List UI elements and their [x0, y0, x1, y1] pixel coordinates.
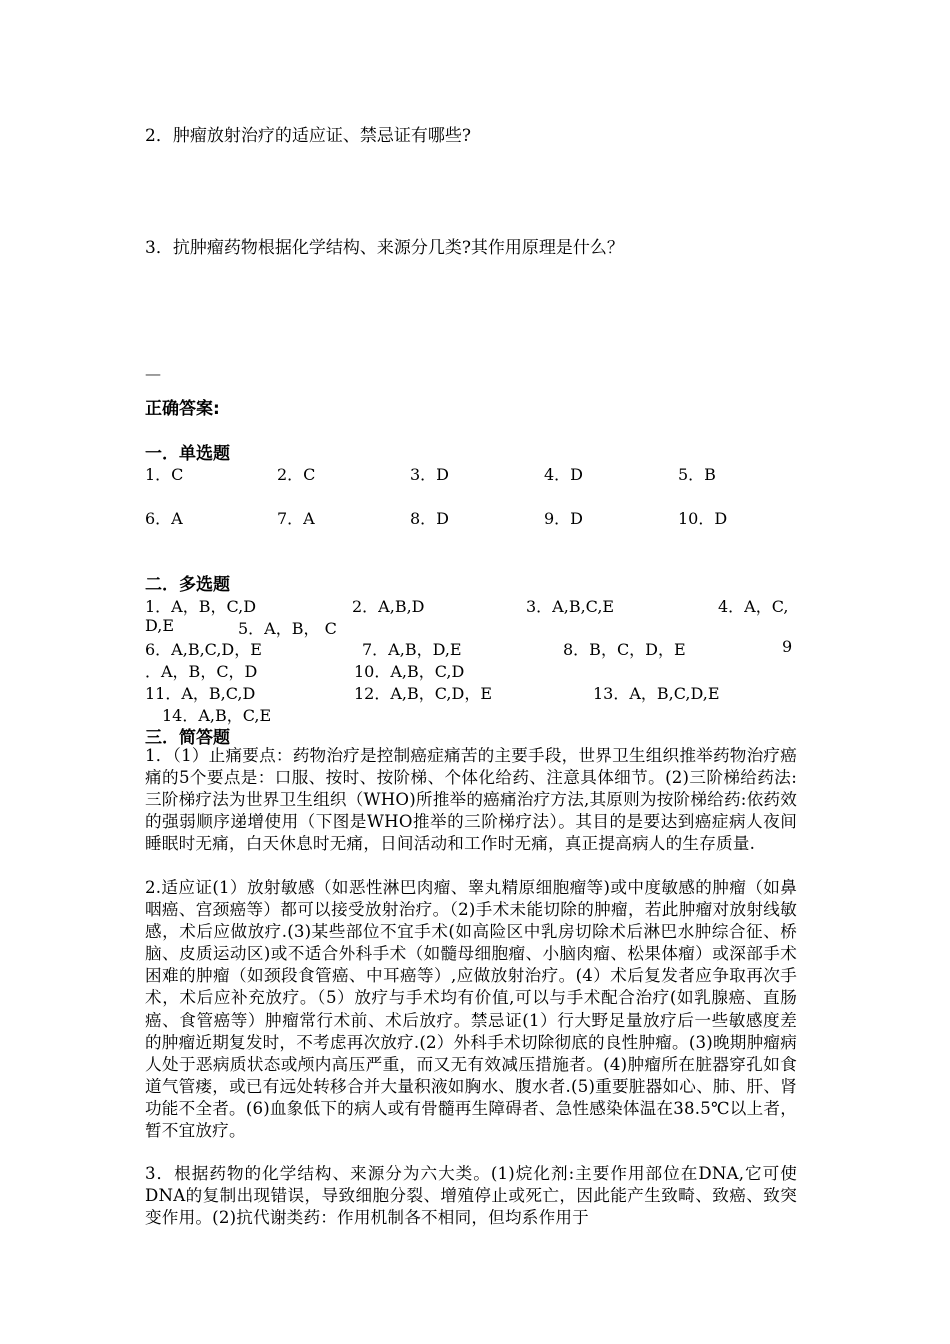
- multi-choice-title: 二．多选题: [145, 575, 230, 595]
- single-answer: 2．C: [277, 465, 316, 484]
- multi-answer: 11．A，B,C,D: [145, 684, 256, 703]
- short-answer-title: 三．简答题: [145, 728, 230, 748]
- short-answer-2: 2.适应证(1）放射敏感（如恶性淋巴肉瘤、睾丸精原细胞瘤等)或中度敏感的肿瘤（如鼻咽癌、宫颈癌等）都可以接受放射治疗。（2)手术未能切除的肿瘤，若此肿瘤对放射线敏感，术后应做放疗.(3)某些部位不宜手术(如高险区中乳房切除术后淋巴水肿综合征、桥脑、皮质运动区)或不适合外科手术（如髓母细胞瘤、小脑肉瘤、松果体瘤）或深部手术困难的肿瘤（如颈段食管癌、中耳癌等）,应做放射治疗。(4）术后复发者应争取再次手术，术后应补充放疗。（5）放疗与手术均有价值,可以与手术配合治疗(如乳腺癌、直肠癌、食管癌等）肿瘤常行术前、术后放疗。禁忌证(1）行大野足量放疗后一些敏感度差的肿瘤近期复发时，不考虑再次放疗.(2）外科手术切除彻底的良性肿瘤。(3)晚期肿瘤病人处于恶病质状态或颅内高压严重，而又无有效减压措施者。(4)肿瘤所在脏器穿孔如食道气管瘘，或已有远处转移合并大量积液如胸水、腹水者.(5)重要脏器如心、肺、肝、肾功能不全者。(6)血象低下的病人或有骨髓再生障碍者、急性感染体温在38.5℃以上者，暂不宜放疗。: [145, 878, 797, 1141]
- multi-answer: 7．A,B，D,E: [362, 640, 462, 659]
- multi-answer: D,E: [145, 616, 175, 635]
- multi-answer: 1．A，B，C,D: [145, 597, 257, 616]
- multi-answer: 2．A,B,D: [352, 597, 425, 616]
- single-answer: 9．D: [544, 509, 584, 528]
- single-answer: 10．D: [678, 509, 728, 528]
- single-answer: 7．A: [277, 509, 315, 528]
- single-choice-title: 一．单选题: [145, 444, 230, 464]
- single-answer: 5．B: [678, 465, 716, 484]
- multi-answer: 4．A，C,: [718, 597, 789, 616]
- multi-answer: 6．A,B,C,D，E: [145, 640, 262, 659]
- multi-answer: 14．A,B，C,E: [162, 706, 272, 725]
- multi-answer: 12．A,B，C,D，E: [354, 684, 493, 703]
- question-3: 3．抗肿瘤药物根据化学结构、来源分几类?其作用原理是什么？: [145, 238, 624, 258]
- single-answer: 1．C: [145, 465, 184, 484]
- multi-answer: 3．A,B,C,E: [526, 597, 615, 616]
- single-answer: 4．D: [544, 465, 584, 484]
- single-answer: 8．D: [410, 509, 450, 528]
- multi-answer: 9: [782, 637, 793, 656]
- question-2: 2．肿瘤放射治疗的适应证、禁忌证有哪些?: [145, 126, 471, 146]
- single-answer: 6．A: [145, 509, 183, 528]
- multi-answer: 10．A,B，C,D: [354, 662, 465, 681]
- short-answer-1: 1．（1）止痛要点：药物治疗是控制癌症痛苦的主要手段，世界卫生组织推举药物治疗癌痛的5个要点是：口服、按时、按阶梯、个体化给药、注意具体细节。(2)三阶梯给药法:三阶梯疗法为世界卫生组织（WHO)所推举的癌痛治疗方法,其原则为按阶梯给药:依药效的强弱顺序递增使用（下图是WHO推举的三阶梯疗法）。其目的是要达到癌症病人夜间睡眠时无痛，白天休息时无痛，日间活动和工作时无痛，真正提高病人的生存质量.: [145, 746, 797, 854]
- multi-answer: 8．B，C，D，E: [563, 640, 686, 659]
- short-answer-3: 3．根据药物的化学结构、来源分为六大类。(1)烷化剂:主要作用部位在DNA,它可使DNA的复制出现错误，导致细胞分裂、增殖停止或死亡，因此能产生致畸、致癌、致突变作用。(2)抗代谢类药：作用机制各不相同，但均系作用于: [145, 1164, 797, 1228]
- single-answer: 3．D: [410, 465, 450, 484]
- divider: —: [145, 364, 161, 383]
- multi-answer: ．A，B，C，D: [145, 662, 258, 681]
- multi-answer: 5．A，B， C: [238, 619, 337, 638]
- answers-title: 正确答案:: [145, 399, 220, 419]
- multi-answer: 13．A，B,C,D,E: [593, 684, 720, 703]
